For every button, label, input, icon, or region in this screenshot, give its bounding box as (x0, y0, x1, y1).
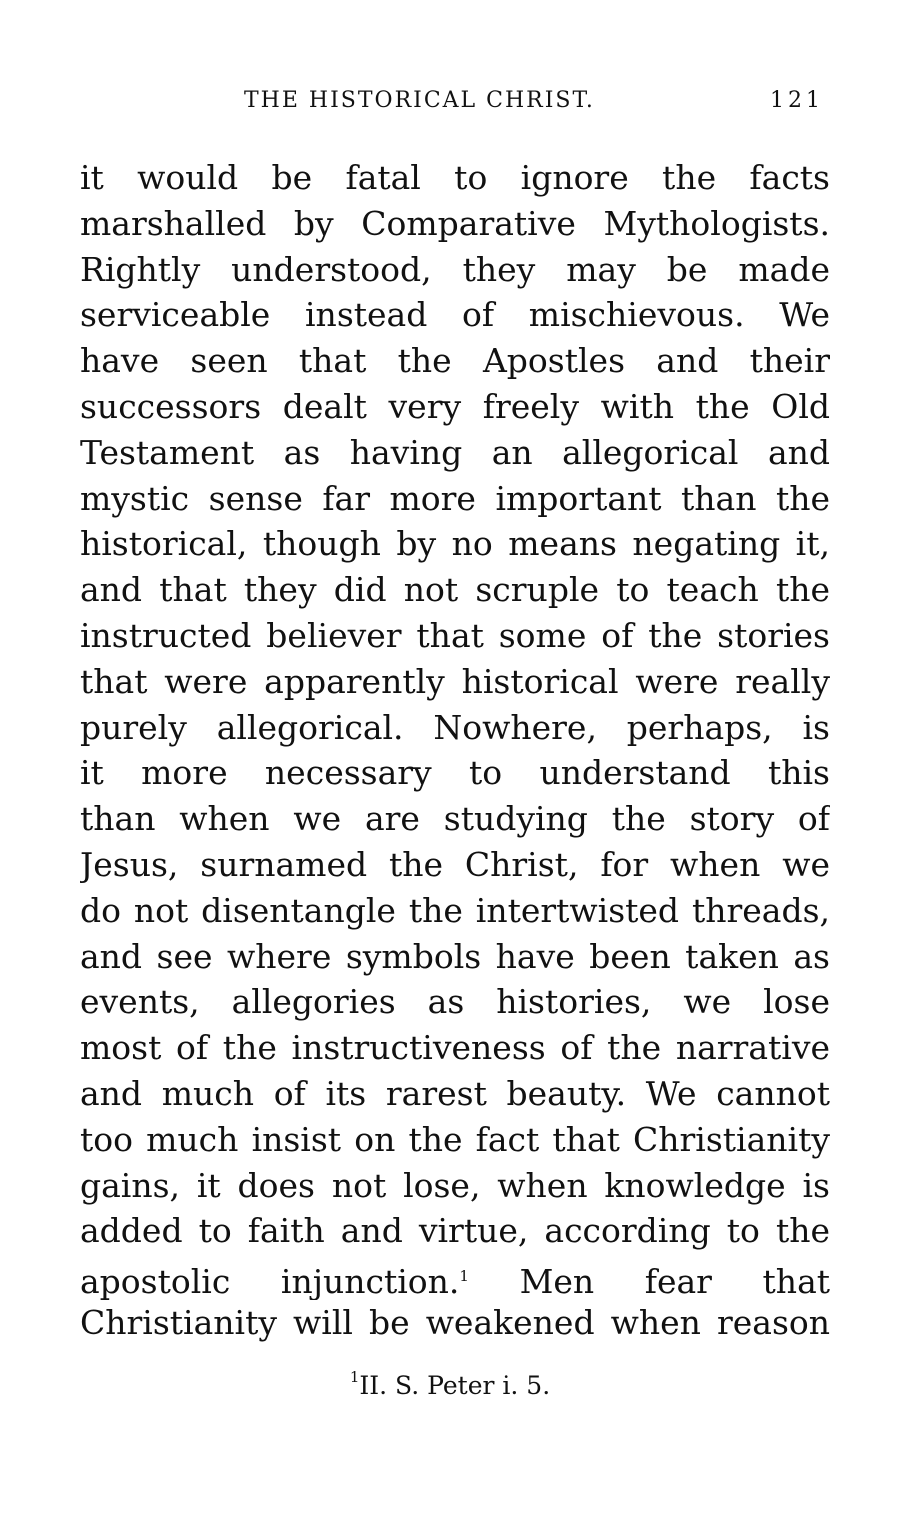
footnote-reference: 1 (459, 1267, 469, 1286)
running-header (80, 88, 830, 118)
text-line: than when we are studying the story of (80, 799, 830, 839)
text-line: events, allegories as histories, we lose (80, 982, 830, 1022)
text-line: serviceable instead of mischievous. We (80, 295, 830, 335)
text-line: purely allegorical. Nowhere, perhaps, is (80, 707, 830, 747)
text-line: it more necessary to understand this (80, 753, 830, 793)
text-line: and much of its rarest beauty. We cannot (80, 1073, 830, 1113)
text-line: and that they did not scruple to teach the (80, 570, 830, 610)
text-line: Rightly understood, they may be made (80, 249, 830, 289)
text-line: and see where symbols have been taken as (80, 936, 830, 976)
text-line: Testament as having an allegorical and (80, 432, 830, 472)
text-line: Christianity will be weakened when reason (80, 1302, 830, 1342)
text-line-with-footnote-ref (80, 1254, 830, 1300)
footnote-marker: 1 (349, 1368, 360, 1386)
body-text (80, 155, 830, 1346)
text-line: instructed believer that some of the stories (80, 615, 830, 655)
text-line: have seen that the Apostles and their (80, 341, 830, 381)
text-segment: Men fear that (519, 1262, 830, 1300)
page-number: 121 (770, 88, 824, 113)
text-line: it would be fatal to ignore the facts (80, 158, 830, 197)
footnote-text: II. S. Peter i. 5. (359, 1371, 551, 1400)
text-line: Jesus, surnamed the Christ, for when we (80, 844, 830, 884)
text-line: gains, it does not lose, when knowledge is (80, 1165, 830, 1205)
text-line: that were apparently historical were really (80, 661, 830, 701)
text-line: historical, though by no means negating it, (80, 524, 830, 564)
text-line: do not disentangle the intertwisted threads, (80, 890, 830, 930)
text-line: successors dealt very freely with the Old (80, 386, 830, 426)
text-line: too much insist on the fact that Christianity (80, 1119, 830, 1159)
text-line: added to faith and virtue, according to the (80, 1211, 830, 1251)
text-line: mystic sense far more important than the (80, 478, 830, 518)
footnote (0, 1368, 900, 1400)
running-title: THE HISTORICAL CHRIST. (244, 88, 595, 113)
text-line: marshalled by Comparative Mythologists. (80, 203, 830, 243)
text-segment: apostolic injunction. (80, 1262, 460, 1300)
text-line: most of the instructiveness of the narrative (80, 1028, 830, 1068)
